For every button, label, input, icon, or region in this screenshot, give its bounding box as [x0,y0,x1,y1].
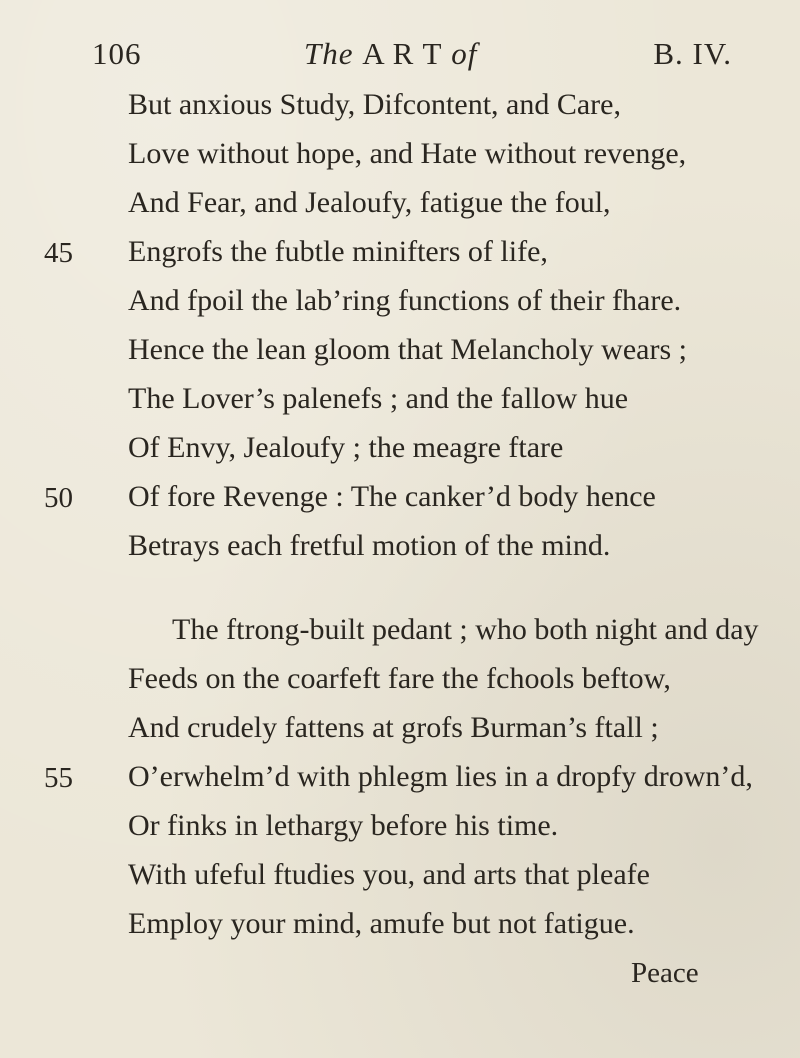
verse-line: Of Envy, Jealoufy ; the meagre ftare [128,431,564,464]
verse-line: Of fore Revenge : The canker’d body hence [128,480,656,513]
catchword: Peace [631,957,699,989]
running-title [304,36,477,72]
verse-line: Employ your mind, amufe but not fatigue. [128,907,635,940]
verse-line: And fpoil the lab’ring functions of their fhare. [128,284,682,317]
page-header [92,36,732,76]
line-number: 50 [44,482,73,514]
verse-line: With ufeful ftudies you, and arts that pleafe [128,858,650,891]
verse-line: Betrays each fretful motion of the mind. [128,529,611,562]
running-title-of: of [451,36,478,71]
running-title-the: The [304,36,354,71]
verse-line: And Fear, and Jealoufy, fatigue the foul, [128,186,611,219]
verse-line: The Lover’s palenefs ; and the fallow hue [128,382,629,415]
verse-line: Love without hope, and Hate without revenge, [128,137,687,170]
line-number: 55 [44,762,73,794]
running-title-art: A R T [362,36,443,71]
verse-line: The ftrong-built pedant ; who both night and day [172,613,759,646]
verse-line: But anxious Study, Difcontent, and Care, [128,88,621,121]
verse-line: Or finks in lethargy before his time. [128,809,559,842]
verse-line: Hence the lean gloom that Melancholy wears ; [128,333,687,366]
verse-line: And crudely fattens at grofs Burman’s ftall ; [128,711,659,744]
page-number: 106 [92,36,142,71]
book-section: B. IV. [653,36,732,71]
verse-line: Feeds on the coarfeft fare the fchools beftow, [128,662,671,695]
line-number: 45 [44,237,73,269]
verse-line: Engrofs the fubtle minifters of life, [128,235,548,268]
verse-line: O’erwhelm’d with phlegm lies in a dropfy drown’d, [128,760,753,793]
